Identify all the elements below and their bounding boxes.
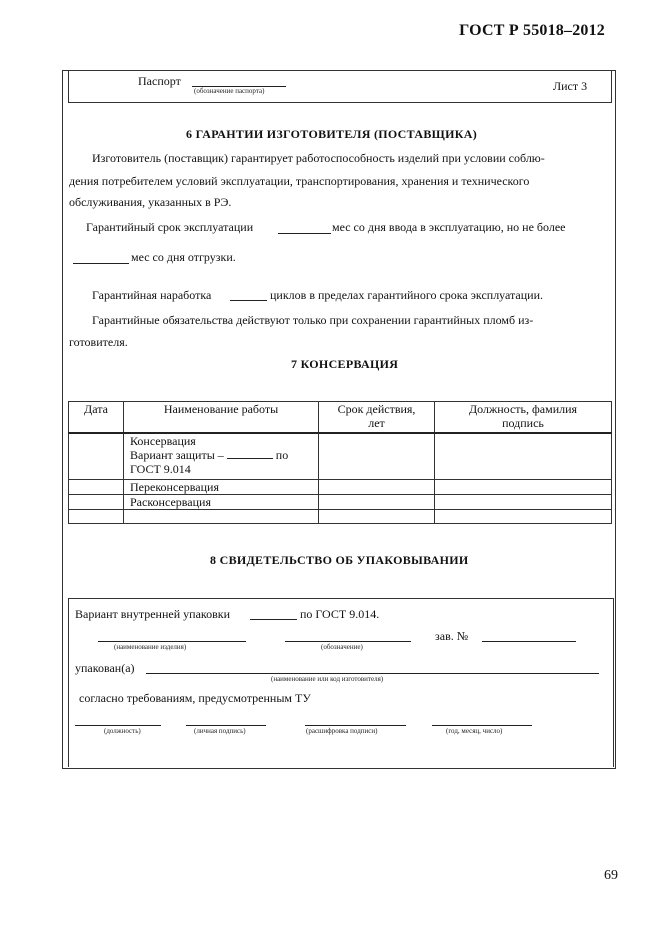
pack-variant-line xyxy=(250,619,297,620)
item-name-line xyxy=(98,641,246,642)
note-position: (должность) xyxy=(104,727,141,735)
s6-p1-line3: обслуживания, указанных в РЭ. xyxy=(69,195,232,209)
conservation-table xyxy=(68,401,612,524)
section7-title: 7 КОНСЕРВАЦИЯ xyxy=(291,357,399,371)
passport-label: Паспорт xyxy=(138,74,181,88)
s6-p2-c: мес со дня отгрузки. xyxy=(131,250,236,264)
designation-line xyxy=(285,641,411,642)
row-conservation: Консервация xyxy=(130,434,196,448)
col-position-signature: Должность, фамилия подпись xyxy=(435,402,612,434)
page-number: 69 xyxy=(604,868,618,883)
cycles-line xyxy=(230,300,267,301)
table-row xyxy=(69,509,612,523)
document-header: ГОСТ Р 55018–2012 xyxy=(459,22,605,39)
col-date: Дата xyxy=(69,402,124,434)
s8-variant-b: по ГОСТ 9.014. xyxy=(300,607,380,621)
row-protection-po: по xyxy=(275,448,289,462)
s6-p1-line2: дения потребителем условий эксплуатации, транспортирования, хранения и технического xyxy=(69,174,530,188)
signature-line xyxy=(186,725,266,726)
packer-line xyxy=(146,673,599,674)
note-date: (год, месяц, число) xyxy=(446,727,503,735)
shipment-months-line xyxy=(73,263,129,264)
passport-note: (обозначение паспорта) xyxy=(194,87,265,95)
signature-decode-line xyxy=(305,725,406,726)
col-validity: Срок действия, лет xyxy=(319,402,435,434)
table-row xyxy=(69,494,612,509)
s6-p2-b: мес со дня ввода в эксплуатацию, но не более xyxy=(332,220,566,234)
serial-label: зав. № xyxy=(435,629,469,643)
section8-title: 8 СВИДЕТЕЛЬСТВО ОБ УПАКОВЫВАНИИ xyxy=(210,553,469,567)
note-item-name: (наименование изделия) xyxy=(114,643,187,651)
table-row xyxy=(69,433,612,479)
row-protection-variant: Вариант защиты – xyxy=(130,448,224,462)
note-signature-decode: (расшифровка подписи) xyxy=(306,727,378,735)
s8-variant-a: Вариант внутренней упаковки xyxy=(75,607,231,621)
date-line xyxy=(432,725,532,726)
table-row xyxy=(69,479,612,494)
s6-p4-line2: готовителя. xyxy=(69,335,128,349)
s6-p4-line1: Гарантийные обязательства действуют только при сохранении гарантийных пломб из- xyxy=(92,313,534,327)
packed-label: упакован(а) xyxy=(75,661,135,675)
position-line xyxy=(75,725,161,726)
col-work-name: Наименование работы xyxy=(124,402,319,434)
s6-p2-a: Гарантийный срок эксплуатации xyxy=(86,220,254,234)
note-designation: (обозначение) xyxy=(321,643,363,651)
row-deconservation: Расконсервация xyxy=(124,494,319,509)
row-reconservation: Переконсервация xyxy=(124,479,319,494)
serial-line xyxy=(482,641,576,642)
according-text: согласно требованиям, предусмотренным ТУ xyxy=(79,691,311,705)
s6-p1-line1: Изготовитель (поставщик) гарантирует работоспособность изделий при условии соблю- xyxy=(92,151,545,165)
row-gost: ГОСТ 9.014 xyxy=(130,462,191,476)
protection-variant-line xyxy=(227,458,273,459)
note-packer: (наименование или код изготовителя) xyxy=(271,675,384,683)
section6-title: 6 ГАРАНТИИ ИЗГОТОВИТЕЛЯ (ПОСТАВЩИКА) xyxy=(186,127,478,141)
note-signature: (личная подпись) xyxy=(194,727,246,735)
s6-p3-a: Гарантийная наработка xyxy=(92,288,212,302)
s6-p3-b: циклов в пределах гарантийного срока эксплуатации. xyxy=(270,288,544,302)
warranty-months-line xyxy=(278,233,331,234)
sheet-number: Лист 3 xyxy=(553,79,588,93)
